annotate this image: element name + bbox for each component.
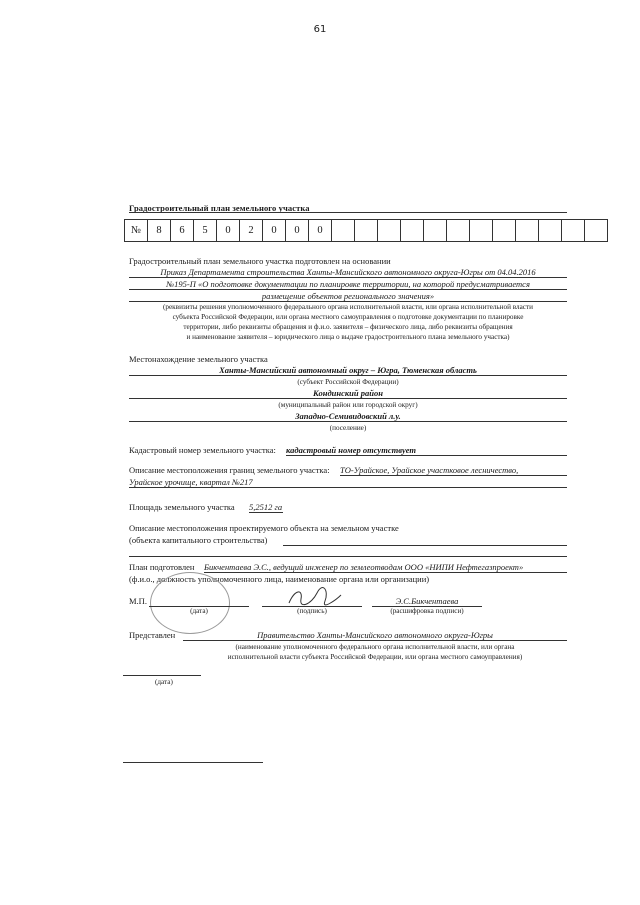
footnote-separator [123, 762, 263, 763]
location-settlement-caption: (поселение) [329, 424, 367, 432]
presented-label: Представлен [129, 630, 176, 640]
location-settlement: Западно-Семивидовский л.у. [129, 411, 567, 422]
bottom-date-line [123, 675, 201, 676]
presented-caption-2: исполнительной власти субъекта Российской Федерации, или органа местного самоуправления) [227, 653, 523, 661]
location-subject: Ханты-Мансийский автономный округ – Югра, Тюменская область [129, 365, 567, 376]
boundaries-value-1: ТО-Урайское, Урайское участковое лесничество, [340, 465, 567, 476]
plan-number-digit [539, 220, 562, 242]
plan-number-digit: 0 [217, 220, 240, 242]
title-underline [129, 212, 567, 213]
location-district-caption: (муниципальный район или городской округ) [278, 401, 418, 409]
location-subject-caption: (субъект Российской Федерации) [297, 378, 399, 386]
object-underline [283, 545, 567, 546]
signer-name-caption: (расшифровка подписи) [390, 607, 464, 615]
plan-number-digit [470, 220, 493, 242]
plan-number-digit [424, 220, 447, 242]
plan-number-table [124, 219, 608, 242]
basis-caption-3: территории, либо реквизиты обращения и ф.и.о. заявителя – физического лица, либо реквизиты обращения [183, 323, 513, 331]
stamp-label: М.П. [129, 596, 147, 606]
plan-number-digit: 8 [148, 220, 171, 242]
plan-number-digit [401, 220, 424, 242]
basis-caption-1: (реквизиты решения уполномоченного федерального органа исполнительной власти, или органа исполнительной власти [163, 303, 533, 311]
basis-line-3: размещение объектов регионального значения» [129, 291, 567, 302]
plan-number-digit [378, 220, 401, 242]
boundaries-label: Описание местоположения границ земельного участка: [129, 465, 330, 475]
plan-number-digit [516, 220, 539, 242]
plan-number-digit: 6 [171, 220, 194, 242]
plan-number-prefix: № [125, 220, 148, 242]
area-value: 5,2512 га [249, 502, 283, 512]
object-underline-2 [129, 556, 567, 557]
plan-number-digit: 0 [263, 220, 286, 242]
plan-number-digit [493, 220, 516, 242]
plan-number-row [125, 220, 608, 242]
object-line-1: Описание местоположения проектируемого объекта на земельном участке [129, 523, 399, 533]
basis-caption-2: субъекта Российской Федерации, или органа местного самоуправления о подготовке документации по планировке [172, 313, 524, 321]
prepared-label: План подготовлен [129, 562, 195, 572]
basis-heading: Градостроительный план земельного участка подготовлен на основании [129, 256, 391, 266]
presented-value: Правительство Ханты-Мансийского автономного округа-Югры [183, 630, 567, 641]
plan-number-digit: 0 [286, 220, 309, 242]
cadastral-label: Кадастровый номер земельного участка: [129, 445, 276, 455]
cadastral-value: кадастровый номер отсутствует [286, 445, 567, 456]
plan-number-digit: 2 [240, 220, 263, 242]
object-line-2: (объекта капитального строительства) [129, 535, 268, 545]
plan-number-digit [332, 220, 355, 242]
bottom-date-caption: (дата) [155, 678, 173, 686]
page-number: 61 [313, 24, 327, 35]
area-label: Площадь земельного участка [129, 502, 235, 512]
prepared-caption: (ф.и.о., должность уполномоченного лица, наименование органа или организации) [129, 574, 430, 584]
date-caption: (дата) [190, 607, 208, 615]
plan-number-digit: 0 [309, 220, 332, 242]
location-heading: Местонахождение земельного участка [129, 354, 268, 364]
basis-caption-4: и наименование заявителя – юридического лица о выдаче градостроительного плана земельного участка) [186, 333, 510, 341]
sign-caption: (подпись) [297, 607, 327, 615]
location-district: Кондинский район [129, 388, 567, 399]
plan-number-digit [562, 220, 585, 242]
basis-line-2: №195-П «О подготовке документации по планировке территории, на которой предусматривается [129, 279, 567, 290]
plan-number-digit: 5 [194, 220, 217, 242]
basis-line-1: Приказ Департамента строительства Ханты-Мансийского автономного округа-Югры от 04.04.2016 [129, 267, 567, 278]
plan-number-digit [585, 220, 608, 242]
prepared-value: Бикчентаева Э.С., ведущий инженер по землеотводам ООО «НИПИ Нефтегазпроект» [204, 562, 567, 573]
plan-number-digit [447, 220, 470, 242]
boundaries-value-2: Урайское урочище, квартал №217 [129, 477, 567, 488]
stamp-seal [150, 572, 230, 634]
signer-name: Э.С.Бикчентаева [372, 596, 482, 607]
plan-number-digit [355, 220, 378, 242]
plan-title: Градостроительный план земельного участка [129, 203, 310, 213]
presented-caption-1: (наименование уполномоченного федерального органа исполнительной власти, или органа [235, 643, 515, 651]
